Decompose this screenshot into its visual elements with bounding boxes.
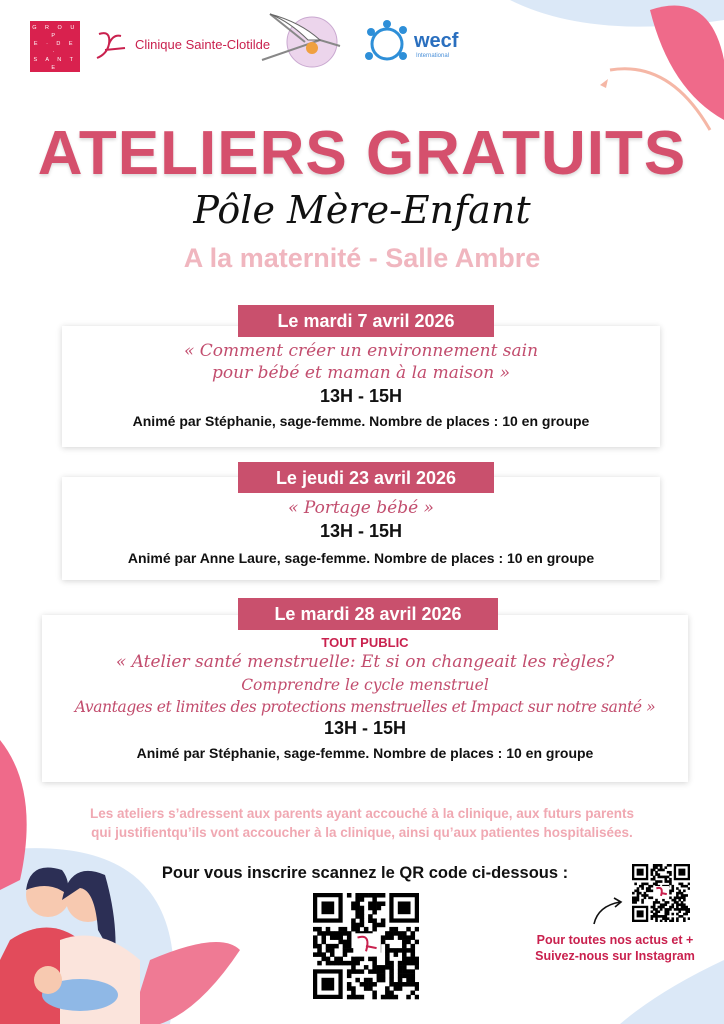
location: A la maternité - Salle Ambre — [183, 243, 541, 273]
decorative-wave-bottom-right — [620, 960, 724, 1024]
workshop-title-line: Comprendre le cycle menstruel — [241, 676, 489, 694]
workshop-time: 13H - 15H — [319, 521, 403, 541]
workshop-audience: TOUT PUBLIC — [321, 635, 409, 650]
page-subtitle: Pôle Mère-Enfant — [193, 188, 531, 232]
pole-mere-enfant-logo — [260, 12, 342, 70]
workshop-host: Animé par Stéphanie, sage-femme. Nombre de places : 10 en groupe — [132, 413, 590, 429]
workshop-title-line: Avantages et limites des protections menstruelles et Impact sur notre santé » — [74, 698, 656, 716]
note-line: qui justifientqu’ils vont accoucher à la clinique, ainsi qu’aux patientes hospitalisées. — [91, 825, 633, 840]
wecf-globe-logo-icon — [363, 20, 411, 66]
workshop-host: Animé par Stéphanie, sage-femme. Nombre de places : 10 en groupe — [136, 745, 594, 761]
workshop-title-line: « Atelier santé menstruelle: Et si on changeait les règles? — [115, 652, 615, 672]
workshop-title-line: « Portage bébé » — [288, 498, 434, 518]
note-line: Les ateliers s’adressent aux parents ayant accouché à la clinique, aux futurs parents — [90, 806, 634, 821]
register-instructions: Pour vous inscrire scannez le QR code ci-dessous : — [161, 864, 569, 882]
workshop-title-line: pour bébé et maman à la maison » — [212, 363, 510, 383]
workshop-host: Animé par Anne Laure, sage-femme. Nombre de places : 10 en groupe — [127, 550, 595, 566]
wecf-subtitle: International — [416, 53, 450, 59]
groupe-sante-logo: G R O U P E · D E · S A N T E C L I N I F U T U R — [30, 21, 80, 72]
instagram-line: Pour toutes nos actus et + — [536, 933, 694, 947]
instagram-qr-code[interactable] — [632, 864, 690, 922]
page-title: ATELIERS GRATUITS — [37, 119, 687, 188]
clinic-name: Clinique Sainte-Clotilde — [135, 37, 271, 52]
registration-qr-code[interactable] — [313, 893, 419, 1001]
instagram-caption — [520, 932, 710, 964]
workshop-date-1: Le mardi 7 avril 2026 — [238, 305, 494, 337]
workshop-card-3 — [42, 615, 688, 782]
audience-note — [0, 804, 724, 842]
wecf-name: wecf — [414, 30, 459, 52]
workshop-date-2: Le jeudi 23 avril 2026 — [238, 462, 494, 493]
arrow-icon — [590, 896, 626, 926]
workshop-time: 13H - 15H — [323, 718, 407, 738]
clinic-heart-logo-icon — [93, 30, 127, 60]
workshop-date-3: Le mardi 28 avril 2026 — [238, 598, 498, 630]
workshop-time: 13H - 15H — [319, 386, 403, 406]
workshop-card-1 — [62, 326, 660, 447]
workshop-title-line: « Comment créer un environnement sain — [183, 341, 539, 361]
instagram-line: Suivez-nous sur Instagram — [535, 949, 695, 963]
